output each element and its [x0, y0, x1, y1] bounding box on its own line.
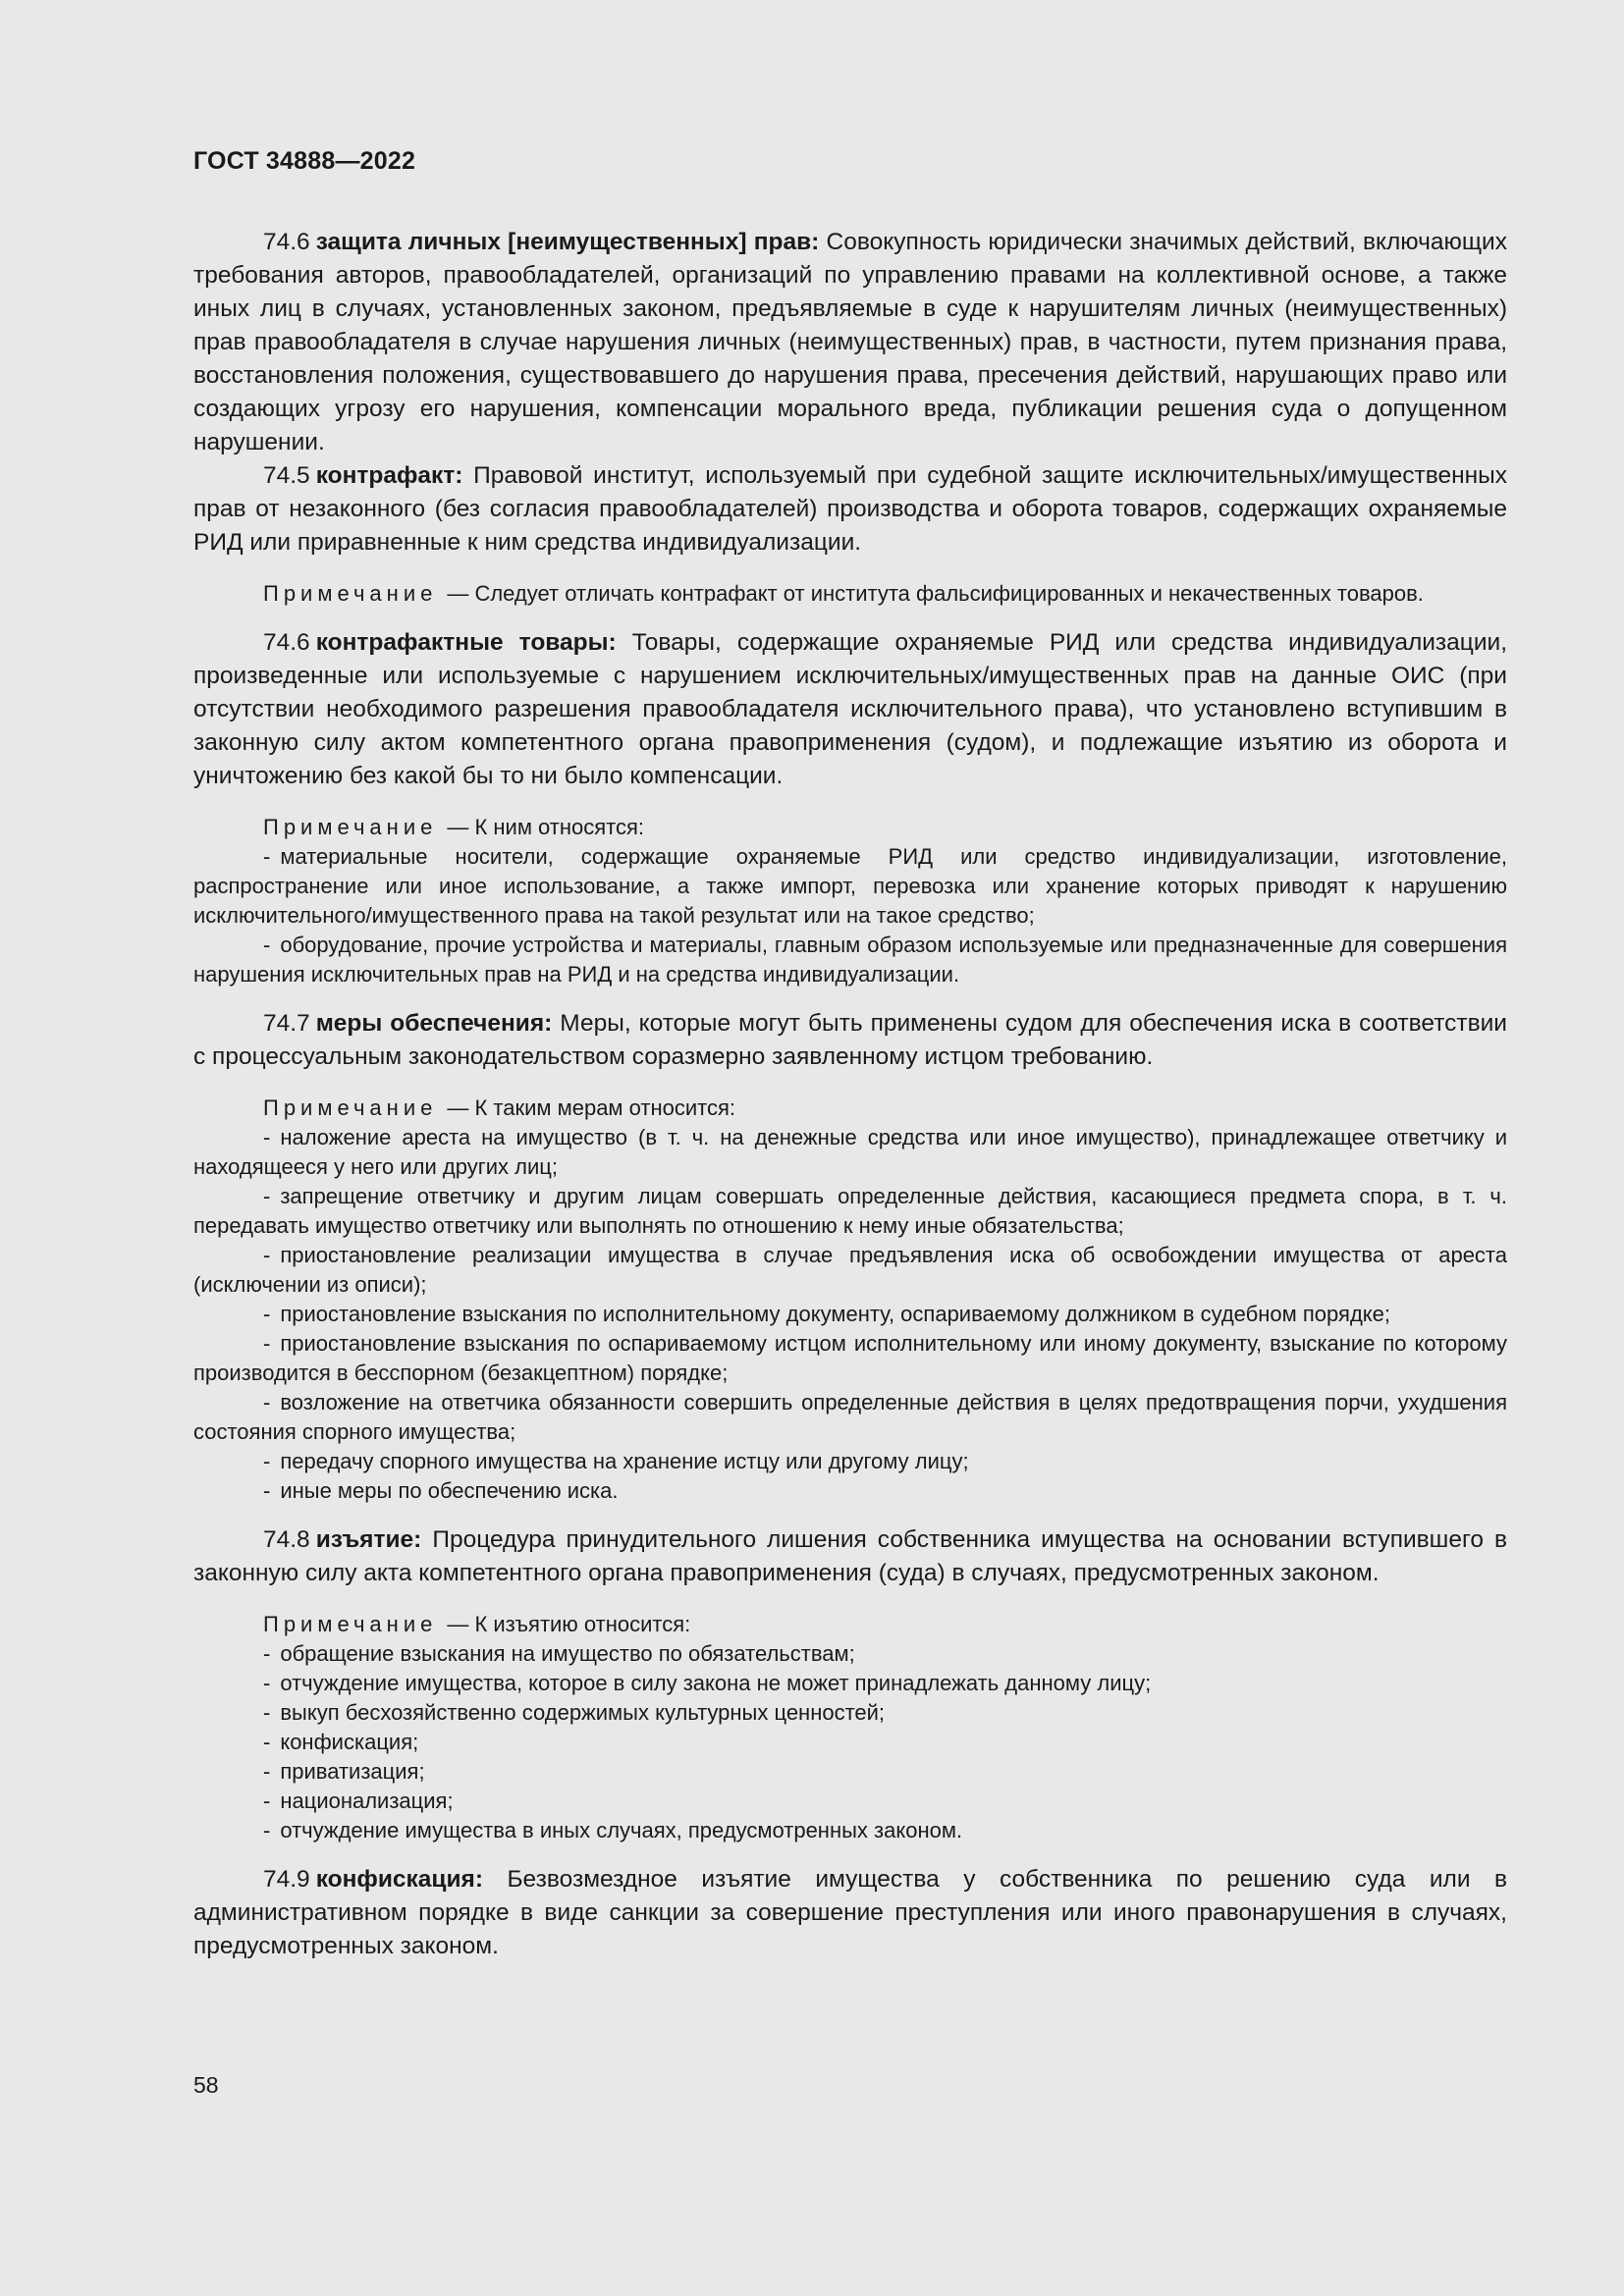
dash-bullet: - — [263, 1730, 271, 1754]
list-item-text: приостановление реализации имущества в случае предъявления иска об освобождении имущества от ареста (исключении из описи); — [193, 1243, 1507, 1297]
list-item-text: наложение ареста на имущество (в т. ч. на денежные средства или иное имущество), принадлежащее ответчику и находящееся у него или других лиц; — [193, 1125, 1507, 1179]
term-entry — [193, 1007, 1507, 1074]
dash-bullet: - — [263, 1759, 271, 1784]
list-item — [193, 1476, 1507, 1506]
term-number: 74.7 — [263, 1010, 310, 1037]
dash-bullet: - — [263, 1818, 271, 1842]
term-entry — [193, 459, 1507, 560]
document-page — [193, 0, 1507, 2296]
term-entry — [193, 1863, 1507, 1963]
term-number: 74.5 — [263, 462, 310, 489]
term-name: контрафактные товары: — [315, 629, 617, 656]
list-item-text: обращение взыскания на имущество по обязательствам; — [280, 1641, 855, 1666]
page-number: 58 — [193, 2072, 219, 2098]
list-item-text: отчуждение имущества, которое в силу закона не может принадлежать данному лицу; — [280, 1671, 1152, 1695]
dash-bullet: - — [263, 1789, 271, 1813]
term-definition: Безвозмездное изъятие имущества у собственника по решению суда или в административном порядке в виде санкции за совершение преступления или иного правонарушения в случаях, предусмотренных законом. — [193, 1866, 1507, 1959]
dash-bullet: - — [263, 1184, 271, 1208]
list-item — [193, 1639, 1507, 1669]
note-intro-text: — К ним относятся: — [447, 815, 645, 839]
term-number: 74.9 — [263, 1866, 310, 1893]
list-item-text: возложение на ответчика обязанности совершить определенные действия в целях предотвращения порчи, ухудшения состояния спорного имущества; — [193, 1390, 1507, 1444]
dash-bullet: - — [263, 1700, 271, 1725]
term-definition: Процедура принудительного лишения собственника имущества на основании вступившего в законную силу акта компетентного органа правоприменения (суда) в случаях, предусмотренных законом. — [193, 1526, 1507, 1586]
note-intro — [193, 813, 1507, 842]
term-definition: Товары, содержащие охраняемые РИД или средства индивидуализации, произведенные или используемые с нарушением исключительных/имущественных прав на данные ОИС (при отсутствии необходимого разрешения правообладателя исключительного права), что установлено вступившим в законную силу актом компетентного органа правоприменения (судом), и подлежащие изъятию из оборота и уничтожению без какой бы то ни было компенсации. — [193, 629, 1508, 789]
list-item — [193, 1329, 1507, 1388]
dash-bullet: - — [263, 844, 271, 869]
list-item — [193, 1757, 1507, 1787]
term-definition: Совокупность юридически значимых действий, включающих требования авторов, правообладателей, организаций по управлению правами на коллективной основе, а также иных лиц в случаях, установленных законом, предъявляемые в суде к нарушителям личных (неимущественных) прав правообладателя в случае нарушения личных (неимущественных) прав, в частности, путем признания права, восстановления положения, существовавшего до нарушения права, пресечения действий, нарушающих право или создающих угрозу его нарушения, компенсации морального вреда, публикации решения суда о допущенном нарушении. — [193, 229, 1507, 455]
document-body — [193, 226, 1507, 1963]
dash-bullet: - — [263, 1641, 271, 1666]
dash-bullet: - — [263, 1478, 271, 1503]
list-item — [193, 1728, 1507, 1757]
term-definition: Правовой институт, используемый при судебной защите исключительных/имущественных прав от незаконного (без согласия правообладателей) производства и оборота товаров, содержащих охраняемые РИД или приравненные к ним средства индивидуализации. — [193, 462, 1507, 556]
list-item — [193, 1241, 1507, 1300]
list-item-text: приостановление взыскания по исполнительному документу, оспариваемому должником в судебном порядке; — [280, 1302, 1390, 1326]
dash-bullet: - — [263, 1331, 271, 1356]
note-text — [193, 579, 1507, 609]
list-item-text: материальные носители, содержащие охраняемые РИД или средство индивидуализации, изготовление, распространение или иное использование, а также импорт, перевозка или хранение которых приводят к нарушению исключительного/имущественного права на такой результат или на такое средство; — [193, 844, 1507, 928]
term-number: 74.8 — [263, 1526, 310, 1553]
note-label: Примечание — [263, 1095, 438, 1120]
term-entry — [193, 226, 1507, 459]
list-item — [193, 1669, 1507, 1698]
note-label: Примечание — [263, 1612, 438, 1636]
term-name: меры обеспечения: — [315, 1010, 553, 1037]
list-item — [193, 1447, 1507, 1476]
list-item — [193, 1698, 1507, 1728]
term-entry — [193, 626, 1507, 793]
dash-bullet: - — [263, 1243, 271, 1267]
note-label: Примечание — [263, 815, 438, 839]
dash-bullet: - — [263, 1449, 271, 1473]
list-item-text: конфискация; — [280, 1730, 419, 1754]
term-name: контрафакт: — [315, 462, 463, 489]
term-number: 74.6 — [263, 629, 310, 656]
note — [193, 1610, 1507, 1845]
term-definition: Меры, которые могут быть применены судом для обеспечения иска в соответствии с процессуальным законодательством соразмерно заявленному истцом требованию. — [193, 1010, 1507, 1070]
note-intro-text: — К таким мерам относится: — [447, 1095, 736, 1120]
note-body: — Следует отличать контрафакт от института фальсифицированных и некачественных товаров. — [447, 581, 1424, 606]
list-item-text: иные меры по обеспечению иска. — [280, 1478, 619, 1503]
list-item-text: приостановление взыскания по оспариваемому истцом исполнительному или иному документу, взыскание по которому производится в бесспорном (безакцептном) порядке; — [193, 1331, 1507, 1385]
list-item — [193, 1123, 1507, 1182]
dash-bullet: - — [263, 1390, 271, 1415]
list-item — [193, 842, 1507, 931]
list-item — [193, 1300, 1507, 1329]
term-number: 74.6 — [263, 229, 310, 255]
note-intro — [193, 1094, 1507, 1123]
note-intro — [193, 1610, 1507, 1639]
term-entry — [193, 1523, 1507, 1590]
list-item — [193, 1816, 1507, 1845]
list-item-text: выкуп бесхозяйственно содержимых культурных ценностей; — [280, 1700, 886, 1725]
document-code-header: ГОСТ 34888—2022 — [193, 147, 416, 175]
dash-bullet: - — [263, 933, 271, 957]
list-item — [193, 1388, 1507, 1447]
note-intro-text: — К изъятию относится: — [447, 1612, 691, 1636]
term-name: защита личных [неимущественных] прав: — [315, 229, 820, 255]
list-item — [193, 1182, 1507, 1241]
list-item-text: передачу спорного имущества на хранение истцу или другому лицу; — [280, 1449, 969, 1473]
list-item-text: национализация; — [280, 1789, 454, 1813]
term-name: конфискация: — [315, 1866, 483, 1893]
dash-bullet: - — [263, 1302, 271, 1326]
note-label: Примечание — [263, 581, 438, 606]
note — [193, 1094, 1507, 1506]
list-item — [193, 931, 1507, 989]
dash-bullet: - — [263, 1125, 271, 1149]
list-item-text: оборудование, прочие устройства и материалы, главным образом используемые или предназначенные для совершения нарушения исключительных прав на РИД и на средства индивидуализации. — [193, 933, 1507, 987]
note — [193, 813, 1507, 989]
note — [193, 579, 1507, 609]
list-item-text: отчуждение имущества в иных случаях, предусмотренных законом. — [280, 1818, 963, 1842]
list-item-text: запрещение ответчику и другим лицам совершать определенные действия, касающиеся предмета спора, в т. ч. передавать имущество ответчику или выполнять по отношению к нему иные обязательства; — [193, 1184, 1507, 1238]
list-item-text: приватизация; — [280, 1759, 425, 1784]
list-item — [193, 1787, 1507, 1816]
term-name: изъятие: — [315, 1526, 422, 1553]
dash-bullet: - — [263, 1671, 271, 1695]
